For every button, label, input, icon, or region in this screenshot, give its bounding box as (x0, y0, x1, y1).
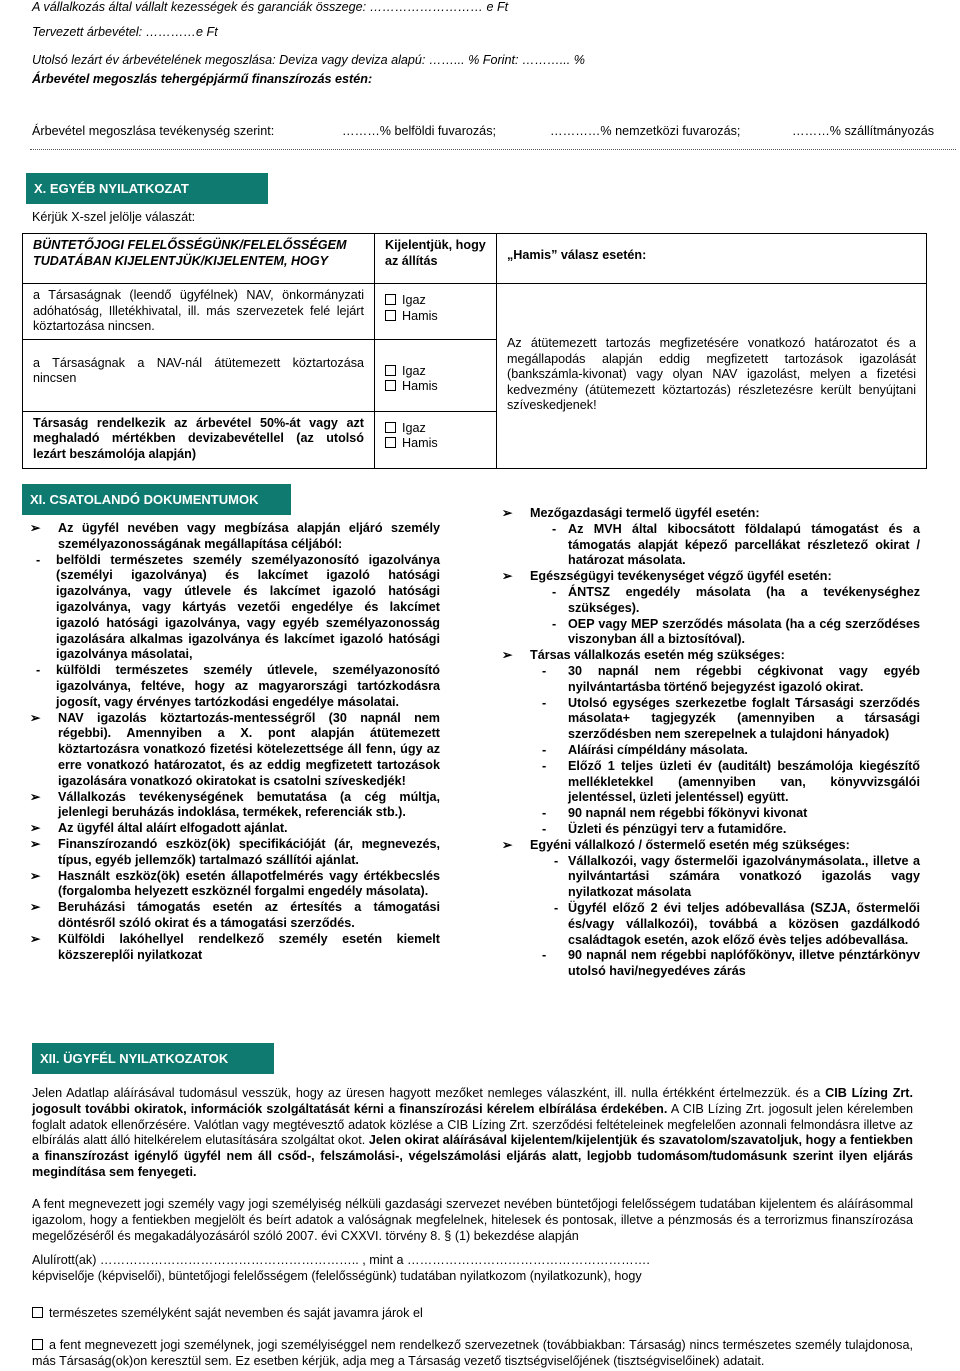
arrow-bullet-icon: ➢ (502, 837, 513, 852)
truck-revenue-line: Árbevétel megoszlás tehergépjármű finanszírozás estén: (32, 72, 373, 86)
arrow-bullet-icon: ➢ (30, 900, 41, 915)
domestic-transport-share: ………% belföldi fuvarozás; (342, 124, 496, 138)
list-subitem: - Utolsó egységes szerkezetbe foglalt Társasági szerződés másolata+ tagjegyzék (amennyiben a társasági szerződésben nem szerepelnek a tulajdoni hányadok) (542, 695, 920, 742)
list-subitem: - 90 napnál nem régebbi naplófőkönyv, illetve pénztárkönyv utolsó havi/negyedéves zárás (542, 948, 920, 979)
answer-row-3 (375, 411, 497, 468)
checkbox[interactable] (385, 380, 396, 391)
arrow-bullet-icon: ➢ (30, 521, 41, 535)
list-subitem: - Az MVH által kibocsátott földalapú támogatást és a támogatás alapját képező parcellákat részletező okirat / határozat másolata. (552, 521, 920, 568)
arrow-bullet-icon: ➢ (30, 931, 41, 946)
checkbox[interactable] (385, 310, 396, 321)
option-false[interactable]: Hamis (385, 436, 486, 452)
list-item: ➢ Egészségügyi tevékenységet végző ügyfél esetén: (502, 569, 832, 584)
list-subitem: - belföldi természetes személy személyazonosító igazolványa (személyi igazolványa) és lakcímet igazoló hatósági igazolványa, vagy útlevele és lakcímet igazoló hatósági igazolványa, vagy kártyás vezetői engedélye és lakcímet igazoló hatósági igazolványa, vagy egyéb személyazonosság igazolására alkalmas igazolványa és lakcímet igazoló hatósági igazolványa másolatai, (36, 552, 440, 662)
arrow-bullet-icon: ➢ (30, 789, 41, 804)
list-subitem: - 90 napnál nem régebbi főkönyvi kivonat (542, 806, 808, 821)
list-subitem: - Üzleti és pénzügyi terv a futamidőre. (542, 821, 787, 836)
list-item: ➢ Egyéni vállalkozó / őstermelő esetén még szükséges: (502, 837, 850, 852)
option-true[interactable]: Igaz (385, 293, 486, 309)
arrow-bullet-icon: ➢ (502, 569, 513, 584)
natural-person-option[interactable]: természetes személyként saját nevemben és saját javamra járok el (32, 1306, 423, 1320)
section-12-heading: XII. ÜGYFÉL NYILATKOZATOK (32, 1043, 274, 1074)
checkbox[interactable] (32, 1339, 43, 1350)
list-subitem: - 30 napnál nem régebbi cégkivonat vagy egyéb nyilvántartásba történő bejegyzést igazoló okirat. (542, 663, 920, 694)
no-public-debt-statement: a Társaságnak (leendő ügyfélnek) NAV, önkormányzati adóhatóság, Illetékhivatal, ill. más szervezetek felé lejárt köztartozása nincsen. (23, 284, 375, 340)
list-item: ➢ Külföldi lakóhellyel rendelkező személy esetén kiemelt közszereplői nyilatkozat (30, 931, 440, 962)
rescheduled-debt-statement: a Társaságnak a NAV-nál átütemezett köztartozása nincsen (23, 339, 375, 411)
arrow-bullet-icon: ➢ (502, 648, 513, 663)
list-item: ➢ Vállalkozás tevékenységének bemutatása (a cég múltja, jelenlegi beruházás indoklása, termékek, referenciák stb.). (30, 789, 440, 820)
list-item: ➢ Beruházási támogatás esetén az értesítés a támogatási döntésről szóló okirat és a támogatási szerződés. (30, 900, 440, 930)
checkbox[interactable] (32, 1307, 43, 1318)
list-item: ➢ Társas vállalkozás esetén még szükséges: (502, 648, 785, 663)
arrow-bullet-icon: ➢ (30, 821, 41, 836)
checkbox[interactable] (385, 437, 396, 448)
checkbox[interactable] (385, 422, 396, 433)
revenue-currency-line: Utolsó lezárt év árbevételének megoszlása: Deviza vagy deviza alapú: ……... % Forint: ………... % (32, 53, 585, 67)
list-item: ➢ Használt eszköz(ök) esetén állapotfelmérés vagy értékbecslés (forgalomba helyezett eszköznél forgalmi engedély másolata). (30, 868, 440, 899)
section-10-heading: X. EGYÉB NYILATKOZAT (26, 173, 268, 204)
list-item: ➢ Az ügyfél nevében vagy megbízása alapján eljáró személy személyazonosságának megállapítása céljából: (30, 521, 440, 551)
forwarding-share: ………% szállítmányozás (792, 124, 935, 138)
list-item: ➢ Az ügyfél által aláírt elfogadott ajánlat. (30, 821, 288, 836)
option-false[interactable]: Hamis (385, 309, 486, 325)
rescheduled-debt-note: Az átütemezett tartozás megfizetésére vonatkozó határozatot és a megállapodás alapján eddig megfizetett tartozások igazolását (bankszámla-kivonat) vagy olyan NAV igazolást, melyen a fizetési kedvezmény (átütemezett köztartozás) részletezésre került benyújtani szíveskedjenek! (507, 336, 916, 412)
guarantees-line: A vállalkozás által vállalt kezességek és garanciák összege: ……………………… e Ft (32, 0, 509, 14)
list-item: ➢ Finanszírozandó eszköz(ök) specifikációját (ár, megnevezés, típus, egyéb jellemzők) tartalmazó szállítói ajánlat. (30, 836, 440, 867)
arrow-bullet-icon: ➢ (502, 506, 513, 520)
activity-revenue-label: Árbevétel megoszlása tevékenység szerint: (32, 124, 275, 138)
statement-header: Kijelentjük, hogy az állítás (375, 234, 497, 284)
option-true[interactable]: Igaz (385, 364, 486, 380)
option-true[interactable]: Igaz (385, 421, 486, 437)
legal-person-statement-paragraph: A fent megnevezett jogi személy vagy jogi személyiség nélküli gazdasági szervezet nevében büntetőjogi felelősségem tudatában kijelentem és aláírásommal igazolom, hogy a fentiekben megjelölt és beírt adatok a valóságnak megfelelnek, hitelesek és pontosak, illetve a pénzmosás és a terrorizmus finanszírozása megelőzéséről és megakadályozásáról szóló 2007. évi CXXVI. törvény 8. § (1) bekezdése alapján (32, 1197, 913, 1243)
documents-list-right (502, 506, 920, 980)
fx-revenue-statement: Társaság rendelkezik az árbevétel 50%-át vagy azt meghaladó mértékben devizabevétellel (az utolsó lezárt beszámolója alapján) (23, 411, 375, 468)
instruction-text: Kérjük X-szel jelölje válaszát: (32, 210, 196, 224)
no-natural-owner-option[interactable]: a fent megnevezett jogi személynek, jogi személyiséggel nem rendelkező szervezetnek (továbbiakban: Társaság) nincs természetes személy tulajdonosa, más Társaság(ok)on keresztül sem. Ez esetben kérjük, adja meg a Társaság vezető tisztségviselőjének (tisztségviselőinek) adatait. (32, 1338, 913, 1368)
arrow-bullet-icon: ➢ (30, 710, 41, 725)
list-subitem: - OEP vagy MEP szerződés másolata (ha a cég szerződéses viszonyban áll a biztosítóval). (552, 616, 920, 647)
declaration-header: BÜNTETŐJOGI FELELŐSSÉGÜNK/FELELŐSSÉGEM TUDATÁBAN KIJELENTJÜK/KIJELENTEM, HOGY (23, 234, 375, 284)
false-answer-header: „Hamis” válasz esetén: (497, 234, 927, 284)
documents-list-left (30, 521, 440, 963)
arrow-bullet-icon: ➢ (30, 836, 41, 851)
client-statement-paragraph: Jelen Adatlap aláírásával tudomásul vesszük, hogy az üresen hagyott mezőket nemleges válaszként, ill. nulla értékként értelmezzük. és a CIB Lízing Zrt. jogosult további okiratok, információk szolgáltatását kérni a finanszírozási kérelem elbírálása érdekében. A CIB Lízing Zrt. jogosult jelen kérelemben foglalt adatok ellenőrzésére. Valótlan vagy megtévesztő adatok közlése a CIB Lízing Zrt. szerződési feltételeinek megfelelően azonnali felmondásra illetve az elbírálás alatt álló hitelkérelem elutasítására szolgáltat okot. Jelen okirat aláírásával kijelentem/kijelentjük és szavatolom/szavatoljuk, hogy a fentiekben a finanszírozást igénylő ügyfél nem áll csőd-, felszámolási-, végelszámolási eljárás alatt, legjobb tudomásom/tudomásunk szerint ilyen eljárás megindítása sem fenyegeti. (32, 1086, 913, 1179)
signer-capacity-line: képviselője (képviselői), büntetőjogi felelősségem (felelősségünk) tudatában nyilatkozom (nyilatkozunk), hogy (32, 1269, 642, 1283)
list-subitem: - Vállalkozói, vagy őstermelői igazolványmásolata., illetve a nyilvántartási számára vonatkozó igazolás vagy nyilatkozat másolata (554, 853, 920, 900)
list-subitem: - Aláírási címpéldány másolata. (542, 742, 748, 757)
international-transport-share: …………% nemzetközi fuvarozás; (550, 124, 741, 138)
list-subitem: - külföldi természetes személy útlevele, személyazonosító igazolványa, feltéve, hogy az magyarországi tartózkodásra jogosít, vagy érvényes tartózkodási engedélye másolatai. (36, 663, 440, 709)
planned-revenue-line: Tervezett árbevétel: …………e Ft (32, 25, 218, 39)
answer-row-2 (375, 339, 497, 411)
arrow-bullet-icon: ➢ (30, 868, 41, 883)
checkbox[interactable] (385, 365, 396, 376)
list-subitem: - Ügyfél előző 2 évi teljes adóbevallása (SZJA, őstermelői és/vagy vállalkozói), továbbá a közösen gazdálkodó családtagok esetén, azok előző évès teljes adóbevallása. (554, 900, 920, 947)
list-item: ➢ Mezőgazdasági termelő ügyfél esetén: (502, 506, 760, 520)
dotted-separator (30, 149, 956, 150)
signer-fill-line[interactable]: Alulírott(ak) …………………………………………………….. , mint a …………………………………………………. (32, 1253, 650, 1267)
list-subitem: - ÁNTSZ engedély másolata (ha a tevékenységhez szükséges). (552, 584, 920, 615)
list-item: ➢ NAV igazolás köztartozás-mentességről (30 napnál nem régebbi). Amennyiben a X. pont alapján átütemezett köztartozásra vonatkozó fizetési kötelezettsége áll fenn, úgy az erre vonatkozó határozatot, és az eddig megfizetett tartozások igazolására vonatkozó okiratokat is csatolni szíveskedjék! (30, 710, 440, 788)
answer-row-1 (375, 284, 497, 340)
declaration-table (22, 233, 927, 469)
checkbox[interactable] (385, 294, 396, 305)
list-subitem: - Előző 1 teljes üzleti év (auditált) beszámolója kiegészítő mellékletekkel (amennyiben van, könyvvizsgálói jelentéssel, üzleti jelentéssel) együtt. (542, 758, 920, 805)
section-11-heading: XI. CSATOLANDÓ DOKUMENTUMOK (22, 484, 291, 515)
option-false[interactable]: Hamis (385, 379, 486, 395)
